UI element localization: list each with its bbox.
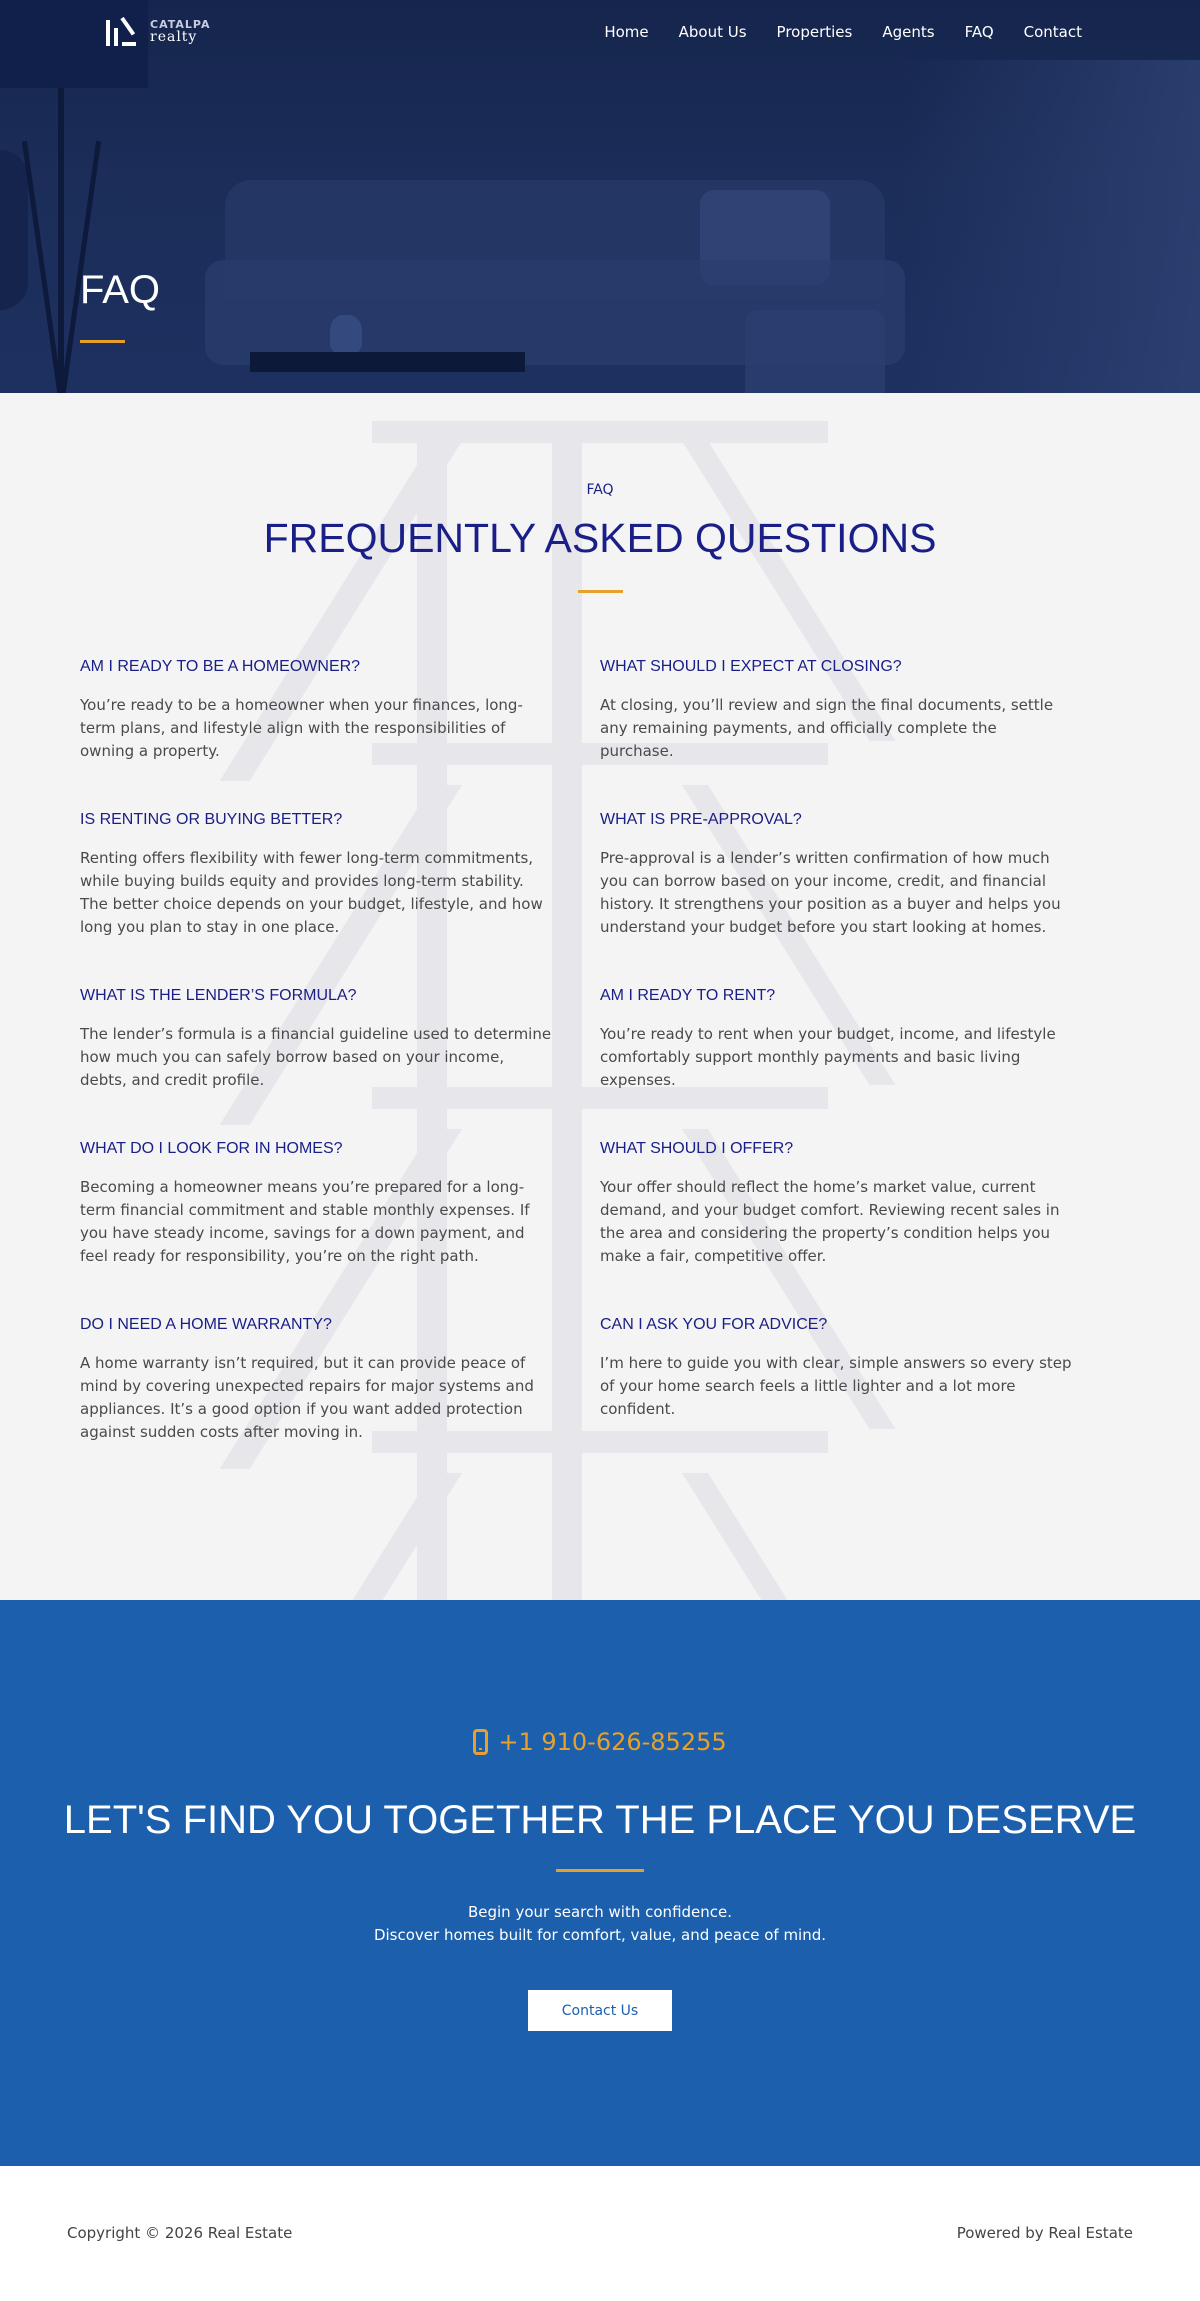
contact-us-button[interactable]: Contact Us: [528, 1990, 672, 2031]
faq-item: [600, 811, 1075, 939]
hero-background-vase: [330, 315, 362, 355]
nav-agents[interactable]: Agents: [882, 23, 935, 41]
hero-background-lamp: [58, 88, 64, 393]
hero-background-chair: [0, 150, 28, 310]
faq-section: [0, 393, 1200, 1600]
faq-question: CAN I ASK YOU FOR ADVICE?: [600, 1316, 828, 1333]
faq-item: [80, 1316, 555, 1444]
faq-item: [80, 987, 555, 1092]
faq-answer: Pre-approval is a lender’s written confirmation of how much you can borrow based on your income, credit, and financial history. It strengthens your position as a buyer and helps you understand your budget before you start looking at homes.: [600, 849, 1061, 936]
page-title: FAQ: [80, 268, 161, 312]
faq-item: [600, 1316, 1075, 1421]
faq-answer: Renting offers flexibility with fewer long-term commitments, while buying builds equity and provides long-term stability. The better choice depends on your budget, lifestyle, and how long you plan to stay in one place.: [80, 849, 543, 936]
section-title: FREQUENTLY ASKED QUESTIONS: [263, 515, 937, 561]
footer-copyright: Copyright © 2026 Real Estate: [67, 2224, 293, 2242]
cta-subtitle-line-1: Begin your search with confidence.: [467, 1903, 733, 1921]
logo-line-2: realty: [150, 28, 198, 45]
main-nav: [604, 23, 1082, 41]
faq-question: WHAT SHOULD I EXPECT AT CLOSING?: [600, 658, 902, 675]
logo-line-1: CATALPA: [150, 17, 211, 31]
cta-subtitle-line-2: Discover homes built for comfort, value, and peace of mind.: [373, 1926, 827, 1944]
faq-answer: Becoming a homeowner means you’re prepared for a long-term financial commitment and stable monthly expenses. If you have steady income, savings for a down payment, and feel ready for responsibility, you’re on the right path.: [80, 1178, 530, 1265]
faq-answer: At closing, you’ll review and sign the final documents, settle any remaining payments, and officially complete the purchase.: [600, 696, 1054, 760]
faq-question: DO I NEED A HOME WARRANTY?: [80, 1316, 332, 1333]
faq-question: WHAT SHOULD I OFFER?: [600, 1140, 794, 1157]
nav-home[interactable]: Home: [604, 23, 649, 41]
logo-icon: [102, 16, 142, 46]
hero-background-window: [900, 60, 1200, 393]
faq-answer: The lender’s formula is a financial guideline used to determine how much you can safely borrow based on your income, debts, and credit profile.: [80, 1025, 552, 1089]
title-underline: [80, 340, 125, 343]
faq-item: [80, 658, 555, 763]
hero-background-table: [250, 352, 525, 372]
faq-question: WHAT DO I LOOK FOR IN HOMES?: [80, 1140, 343, 1157]
faq-item: [600, 658, 1075, 763]
hero-background-lamp-leg: [22, 141, 63, 393]
nav-contact[interactable]: Contact: [1023, 23, 1082, 41]
faq-question: IS RENTING OR BUYING BETTER?: [80, 811, 343, 828]
cta-phone-number: +1 910-626-85255: [498, 1728, 727, 1756]
mobile-phone-icon: [473, 1729, 488, 1755]
cta-title-underline: [556, 1869, 644, 1872]
nav-faq[interactable]: FAQ: [964, 23, 994, 41]
faq-column-left: [80, 658, 555, 1492]
faq-answer: Your offer should reflect the home’s market value, current demand, and your budget comfort. Reviewing recent sales in the area and considering the property’s condition helps you make a fair, competitive offer.: [600, 1178, 1060, 1265]
faq-question: AM I READY TO RENT?: [600, 987, 776, 1004]
section-eyebrow: FAQ: [586, 482, 614, 498]
faq-column-right: [600, 658, 1075, 1469]
faq-answer: A home warranty isn’t required, but it can provide peace of mind by covering unexpected repairs for major systems and appliances. It’s a good option if you want added protection against sudden costs after moving in.: [80, 1354, 534, 1441]
faq-item: [80, 811, 555, 939]
faq-answer: You’re ready to rent when your budget, income, and lifestyle comfortably support monthly payments and basic living expenses.: [600, 1025, 1056, 1089]
footer-powered-by: Powered by Real Estate: [956, 2224, 1133, 2242]
logo-wordmark: [150, 19, 210, 44]
cta-phone[interactable]: [0, 1728, 1200, 1756]
site-logo[interactable]: [102, 16, 210, 46]
faq-item: [600, 987, 1075, 1092]
faq-answer: I’m here to guide you with clear, simple answers so every step of your home search feels a little lighter and a lot more confident.: [600, 1354, 1072, 1418]
faq-question: WHAT IS PRE-APPROVAL?: [600, 811, 802, 828]
faq-question: WHAT IS THE LENDER’S FORMULA?: [80, 987, 357, 1004]
cta-section: [0, 1600, 1200, 2166]
hero-section: [0, 0, 1200, 393]
nav-about-us[interactable]: About Us: [678, 23, 747, 41]
cta-title: LET'S FIND YOU TOGETHER THE PLACE YOU DESERVE: [63, 1798, 1137, 1842]
section-title-underline: [578, 590, 623, 593]
faq-answer: You’re ready to be a homeowner when your finances, long-term plans, and lifestyle align with the responsibilities of owning a property.: [80, 696, 523, 760]
faq-question: AM I READY TO BE A HOMEOWNER?: [80, 658, 361, 675]
hero-background-pouf: [745, 310, 885, 393]
faq-item: [600, 1140, 1075, 1268]
faq-item: [80, 1140, 555, 1268]
nav-properties[interactable]: Properties: [776, 23, 853, 41]
hero-background-lamp-leg: [60, 141, 101, 393]
site-footer: [0, 2166, 1200, 2301]
